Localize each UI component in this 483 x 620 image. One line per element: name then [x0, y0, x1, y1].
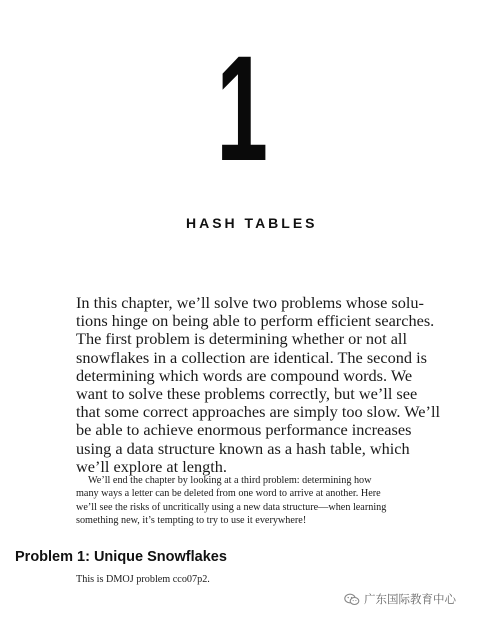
watermark-text: 广东国际教育中心 [364, 592, 456, 606]
intro-line: tions hinge on being able to perform efficient searches. [76, 311, 435, 331]
intro-line: determining which words are compound words. We [76, 365, 413, 385]
wechat-icon [344, 593, 360, 606]
intro-line: that some correct approaches are simply too slow. We’ll [76, 402, 440, 422]
intro-line: snowflakes in a collection are identical. The second is [76, 347, 427, 367]
intro-paragraph [76, 294, 456, 476]
intro-line: want to solve these problems correctly, but we’ll see [76, 384, 418, 404]
paragraph-line: many ways a letter can be deleted from one word to arrive at another. Here [76, 488, 381, 500]
intro-line: using a data structure known as a hash table, which [76, 438, 410, 458]
intro-line: The first problem is determining whether or not all [76, 329, 407, 349]
section-heading: Problem 1: Unique Snowflakes [15, 549, 227, 565]
intro-line: In this chapter, we’ll solve two problems whose solu- [76, 293, 424, 312]
paragraph-line: we’ll see the risks of uncritically using a new data structure—when learning [76, 501, 387, 513]
section-body: This is DMOJ problem cco07p2. [76, 574, 210, 585]
paragraph-line: something new, it’s tempting to try to use it everywhere! [76, 515, 307, 527]
paragraph-line: We’ll end the chapter by looking at a third problem: determining how [88, 475, 372, 486]
intro-line: be able to achieve enormous performance increases [76, 420, 412, 440]
chapter-title: HASH TABLES [186, 215, 318, 231]
watermark [344, 591, 456, 607]
chapter-number: 1 [216, 24, 267, 192]
second-paragraph [76, 474, 466, 528]
intro-line: we’ll explore at length. [76, 456, 227, 476]
